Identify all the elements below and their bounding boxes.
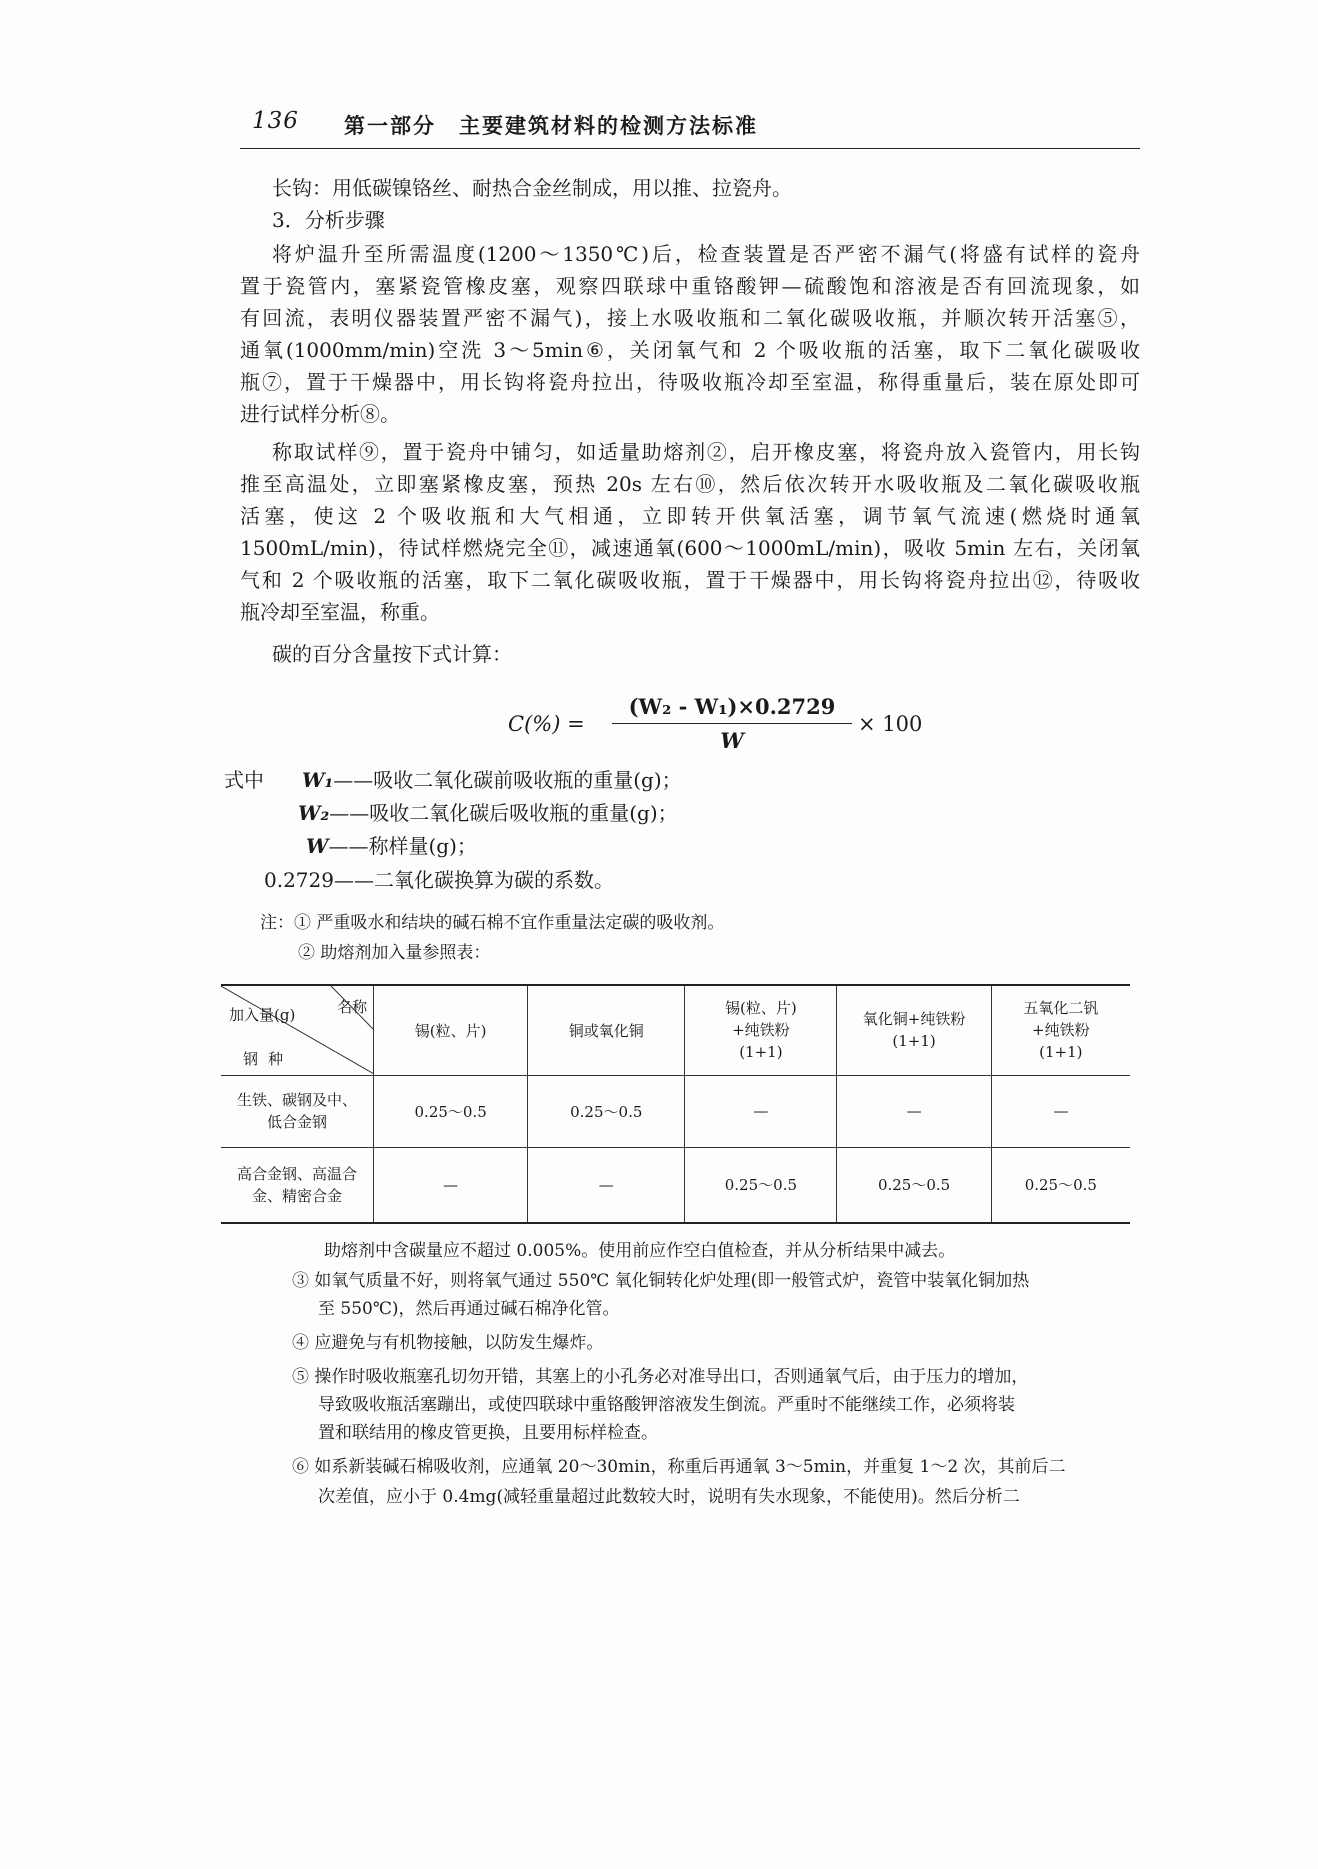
text-line: 气和 2 个吸收瓶的活塞，取下二氧化碳吸收瓶，置于干燥器中，用长钩将瓷舟拉出⑫，待吸收 — [240, 568, 1140, 592]
definition-w: W——称样量(g)； — [306, 834, 477, 858]
text-line: 通氧(1000mm/min)空洗 3～5min⑥，关闭氧气和 2 个吸收瓶的活塞，取下二氧化碳吸收 — [240, 338, 1140, 362]
table-cell: 0.25～0.5 — [374, 1075, 528, 1147]
text-line: 推至高温处，立即塞紧橡皮塞，预热 20s 左右⑩，然后依次转开水吸收瓶及二氧化碳吸收瓶 — [240, 472, 1140, 496]
text-line: 导致吸收瓶活塞蹦出，或使四联球中重铬酸钾溶液发生倒流。严重时不能继续工作，必须将装 — [318, 1395, 1015, 1415]
text-line: 助熔剂中含碳量应不超过 0.005%。使用前应作空白值检查，并从分析结果中减去。 — [324, 1241, 956, 1261]
col-header-copperoxide-iron: 氧化铜+纯铁粉 (1+1) — [837, 985, 991, 1075]
table-cell: 0.25～0.5 — [991, 1147, 1130, 1223]
text-line: 将炉温升至所需温度(1200～1350℃)后，检查装置是否严密不漏气(将盛有试样的瓷舟 — [272, 242, 1140, 266]
note-4: ④ 应避免与有机物接触，以防发生爆炸。 — [292, 1333, 604, 1353]
text-line: 瓶冷却至室温，称重。 — [240, 600, 440, 624]
table-cell: — — [374, 1147, 528, 1223]
note-6: ⑥ 如系新装碱石棉吸收剂，应通氧 20～30min，称重后再通氧 3～5min，并重复 1～2 次，其前后二 — [292, 1457, 1066, 1477]
table-row — [221, 1147, 1130, 1223]
carbon-formula — [508, 694, 968, 754]
note-1: 注：① 严重吸水和结块的碱石棉不宜作重量法定碳的吸收剂。 — [260, 913, 725, 933]
text-line: 活塞，使这 2 个吸收瓶和大气相通，立即转开供氧活塞，调节氧气流速(燃烧时通氧 — [240, 504, 1140, 528]
row-label: 高合金钢、高温合 金、精密合金 — [221, 1147, 374, 1223]
formula-factor: × 100 — [858, 712, 923, 736]
formula-lhs: C(%) = — [508, 712, 585, 736]
running-header — [240, 108, 1140, 148]
corner-amount-label: 加入量(g) — [229, 1006, 296, 1024]
text-line: 置于瓷管内，塞紧瓷管橡皮塞，观察四联球中重铬酸钾—硫酸饱和溶液是否有回流现象，如 — [240, 274, 1140, 298]
text-line: 长钩：用低碳镍铬丝、耐热合金丝制成，用以推、拉瓷舟。 — [272, 176, 792, 200]
col-header-tin-iron: 锡(粒、片) +纯铁粉 (1+1) — [685, 985, 837, 1075]
table-cell: — — [837, 1075, 991, 1147]
text-line: 称取试样⑨，置于瓷舟中铺匀，如适量助熔剂②，启开橡皮塞，将瓷舟放入瓷管内，用长钩 — [272, 440, 1140, 464]
table-cell: — — [685, 1075, 837, 1147]
text-line: 进行试样分析⑧。 — [240, 402, 400, 426]
table-cell: — — [991, 1075, 1130, 1147]
text-line: 至 550℃)，然后再通过碱石棉净化管。 — [318, 1299, 620, 1319]
header-rule — [240, 148, 1140, 149]
text-line: 置和联结用的橡皮管更换，且要用标样检查。 — [318, 1423, 658, 1443]
text-line: 1500mL/min)，待试样燃烧完全⑪，减速通氧(600～1000mL/min)，吸收 5min 左右，关闭氧 — [240, 536, 1140, 560]
text-line: 瓶⑦，置于干燥器中，用长钩将瓷舟拉出，待吸收瓶冷却至室温，称得重量后，装在原处即可 — [240, 370, 1140, 394]
running-title: 第一部分 主要建筑材料的检测方法标准 — [344, 113, 758, 138]
text-line: 次差值，应小于 0.4mg(减轻重量超过此数较大时，说明有失水现象，不能使用)。然后分析二 — [318, 1487, 1020, 1507]
col-header-tin: 锡(粒、片) — [374, 985, 528, 1075]
where-label: 式中 — [224, 768, 264, 792]
row-label: 生铁、碳钢及中、 低合金钢 — [221, 1075, 374, 1147]
note-3: ③ 如氧气质量不好，则将氧气通过 550℃ 氧化铜转化炉处理(即一般管式炉，瓷管中装氧化铜加热 — [292, 1271, 1030, 1291]
section-heading: 3．分析步骤 — [272, 208, 385, 232]
formula-denominator: W — [720, 728, 744, 753]
formula-numerator: (W₂ - W₁)×0.2729 — [628, 694, 836, 719]
definition-coefficient: 0.2729——二氧化碳换算为碳的系数。 — [264, 868, 614, 892]
col-header-copper: 铜或氧化铜 — [528, 985, 685, 1075]
table-cell: — — [528, 1147, 685, 1223]
table-row — [221, 1075, 1130, 1147]
calc-intro: 碳的百分含量按下式计算： — [272, 642, 512, 666]
table-cell: 0.25～0.5 — [685, 1147, 837, 1223]
corner-steel-label: 钢种 — [243, 1049, 294, 1068]
note-2: ② 助熔剂加入量参照表： — [298, 943, 491, 963]
fraction-bar — [612, 723, 852, 724]
page-number: 136 — [252, 108, 299, 134]
corner-name-label: 名称 — [337, 998, 368, 1016]
flux-table — [221, 984, 1130, 1224]
note-5: ⑤ 操作时吸收瓶塞孔切勿开错，其塞上的小孔务必对准导出口，否则通氧气后，由于压力的增加， — [292, 1367, 1029, 1387]
definition-w1: W₁——吸收二氧化碳前吸收瓶的重量(g)； — [302, 768, 682, 792]
text-line: 有回流，表明仪器装置严密不漏气)，接上水吸收瓶和二氧化碳吸收瓶，并顺次转开活塞⑤， — [240, 306, 1140, 330]
table-cell: 0.25～0.5 — [528, 1075, 685, 1147]
table-cell: 0.25～0.5 — [837, 1147, 991, 1223]
col-header-vanadium-iron: 五氧化二钒 +纯铁粉 (1+1) — [991, 985, 1130, 1075]
definition-w2: W₂——吸收二氧化碳后吸收瓶的重量(g)； — [298, 801, 678, 825]
table-corner-header — [221, 985, 374, 1075]
